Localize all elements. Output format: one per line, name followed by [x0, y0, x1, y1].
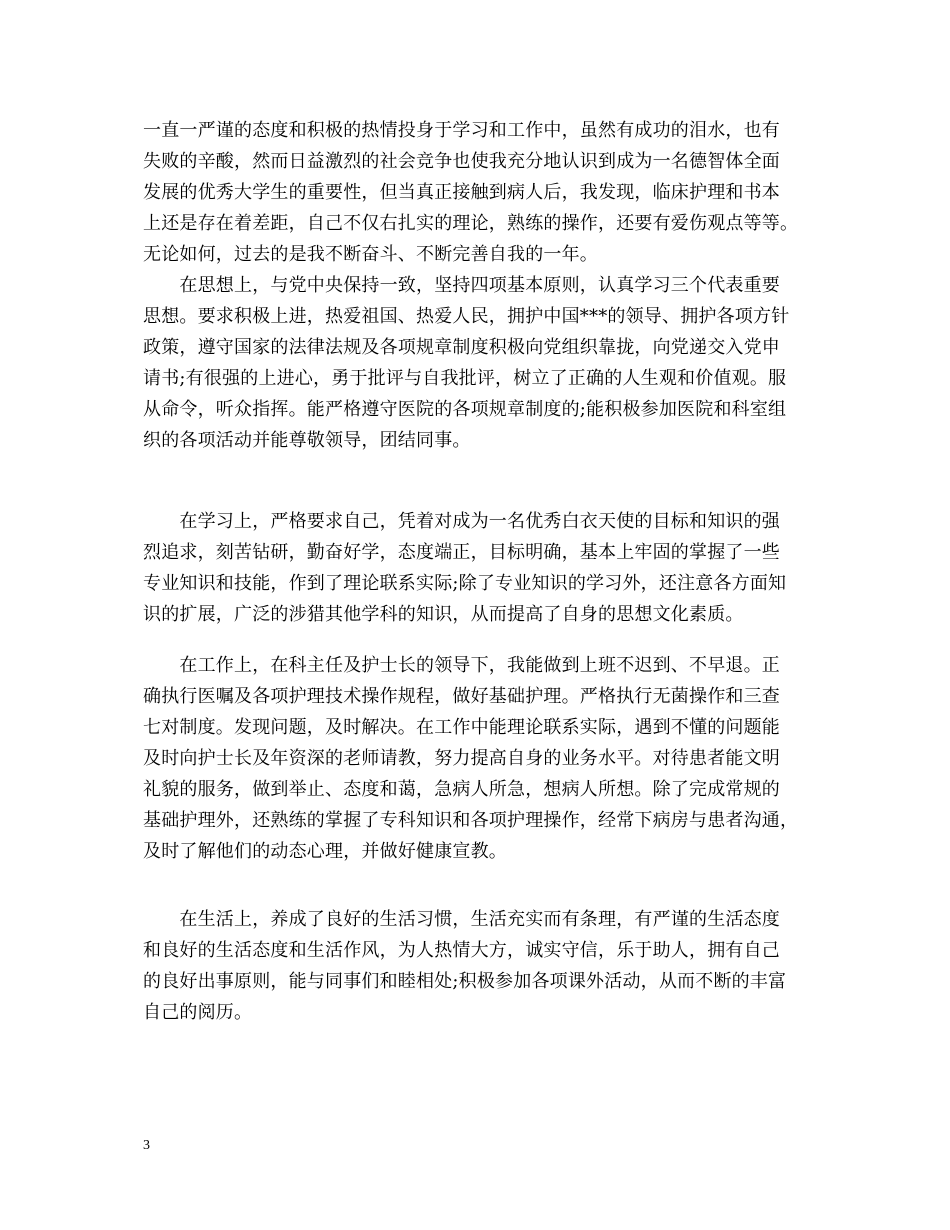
text-line: 在工作上，在科主任及护士长的领导下，我能做到上班不迟到、不早退。正 — [143, 655, 780, 676]
text-line: 在学习上，严格要求自己，凭着对成为一名优秀白衣天使的目标和知识的强 — [143, 511, 780, 532]
text-line: 在思想上，与党中央保持一致，坚持四项基本原则，认真学习三个代表重要 — [143, 275, 780, 296]
text-line: 上还是存在着差距，自己不仅右扎实的理论，熟练的操作，还要有爱伤观点等等。 — [143, 213, 799, 234]
text-line: 从命令，听众指挥。能严格遵守医院的各项规章制度的;能积极参加医院和科室组 — [143, 399, 787, 420]
paragraph-1 — [143, 115, 823, 270]
text-line: 的良好出事原则，能与同事们和睦相处;积极参加各项课外活动，从而不断的丰富 — [143, 971, 787, 992]
text-line: 发展的优秀大学生的重要性，但当真正接触到病人后，我发现，临床护理和书本 — [143, 182, 780, 203]
text-line: 基础护理外，还熟练的掌握了专科知识和各项护理操作，经常下病房与患者沟通， — [143, 810, 799, 831]
text-line: 识的扩展，广泛的涉猎其他学科的知识，从而提高了自身的思想文化素质。 — [143, 604, 744, 625]
text-line: 请书;有很强的上进心，勇于批评与自我批评，树立了正确的人生观和价值观。服 — [143, 368, 787, 389]
text-line: 专业知识和技能，作到了理论联系实际;除了专业知识的学习外，还注意各方面知 — [143, 573, 787, 594]
text-line: 礼貌的服务，做到举止、态度和蔼，急病人所急，想病人所想。除了完成常规的 — [143, 779, 780, 800]
paragraph-2 — [143, 270, 823, 456]
paragraph-3 — [143, 506, 823, 630]
text-line: 思想。要求积极上进，热爱祖国、热爱人民，拥护中国***的领导、拥护各项方针 — [143, 306, 790, 327]
paragraph-4 — [143, 650, 823, 867]
text-line: 及时向护士长及年资深的老师请教，努力提高自身的业务水平。对待患者能文明 — [143, 748, 780, 769]
text-line: 自己的阅历。 — [143, 1002, 253, 1023]
paragraph-5 — [143, 904, 823, 1028]
text-line: 和良好的生活态度和生活作风，为人热情大方，诚实守信，乐于助人，拥有自己 — [143, 940, 780, 961]
page-number: 3 — [143, 1138, 150, 1153]
text-line: 在生活上，养成了良好的生活习惯，生活充实而有条理，有严谨的生活态度 — [143, 909, 780, 930]
text-line: 失败的辛酸，然而日益激烈的社会竞争也使我充分地认识到成为一名德智体全面 — [143, 151, 780, 172]
text-line: 及时了解他们的动态心理，并做好健康宣教。 — [143, 841, 507, 862]
text-line: 七对制度。发现问题，及时解决。在工作中能理论联系实际，遇到不懂的问题能 — [143, 717, 780, 738]
text-line: 织的各项活动并能尊敬领导，团结同事。 — [143, 430, 471, 451]
text-line: 确执行医嘱及各项护理技术操作规程，做好基础护理。严格执行无菌操作和三查 — [143, 686, 780, 707]
text-line: 一直一严谨的态度和积极的热情投身于学习和工作中，虽然有成功的泪水，也有 — [143, 120, 780, 141]
text-line: 无论如何，过去的是我不断奋斗、不断完善自我的一年。 — [143, 244, 598, 265]
text-line: 烈追求，刻苦钻研，勤奋好学，态度端正，目标明确，基本上牢固的掌握了一些 — [143, 542, 780, 563]
text-line: 政策，遵守国家的法律法规及各项规章制度积极向党组织靠拢，向党递交入党申 — [143, 337, 780, 358]
